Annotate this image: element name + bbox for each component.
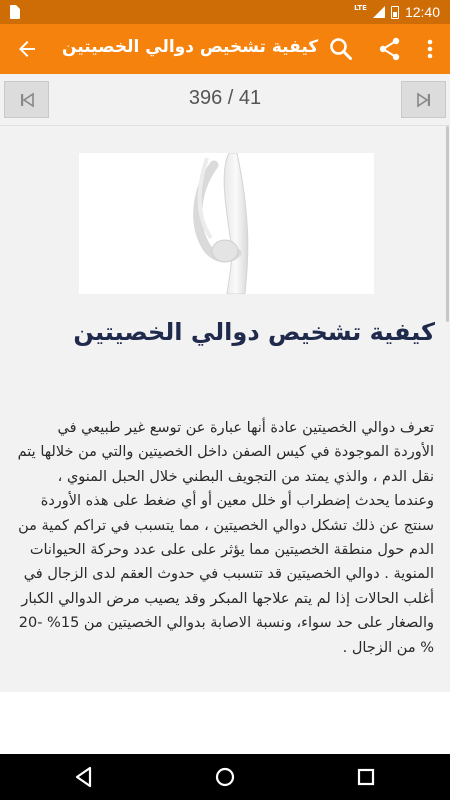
- article-heading: كيفية تشخيص دوالي الخصيتين: [73, 318, 435, 346]
- status-indicators: [354, 0, 440, 24]
- status-time: 12:40: [404, 4, 440, 20]
- blank-area: [0, 692, 450, 754]
- system-nav-bar: [0, 754, 450, 800]
- skip-next-icon: [415, 91, 433, 109]
- app-bar-title: كيفية تشخيص دوالي الخصيتين: [62, 37, 319, 57]
- nav-back-icon[interactable]: [71, 764, 97, 790]
- next-button[interactable]: [401, 81, 446, 118]
- status-bar: [0, 0, 450, 24]
- scrollbar[interactable]: [446, 126, 449, 322]
- search-icon[interactable]: [328, 36, 354, 62]
- more-vert-icon[interactable]: [418, 36, 442, 62]
- article-content[interactable]: [0, 126, 450, 692]
- battery-icon: [391, 6, 399, 19]
- article-body: تعرف دوالي الخصيتين عادة أنها عبارة عن توسع غير طبيعي في الأوردة الموجودة في كيس الصفن داخل الخصيتين والتي من خلالها يتم نقل الدم ، والذي يمتد من التجويف البطني خلال الحبل المنوي ، وعندما يحدث إضطراب أو خلل معين أو أي ضغط على هذه الأوردة سنتج عن ذلك تشكل دوالي الخصيتين ، مما يتسبب في تراكم كمية من الدم حول منطقة الخصيتين مما يؤثر على على عدد وحركة الحيوانات المنوية . دوالي الخصيتين قد تتسبب في حدوث العقم لدى الزجال في أغلب الحالات إذا لم يتم علاجها المبكر وقد يصيب مرض الدوالي الكبار والصغار على حد سواء، ونسبة الاصابة بدوالي الخصيتين من 15% -20 % من الزجال .: [17, 420, 434, 656]
- article-image: [79, 153, 374, 294]
- page-counter: 396 / 41: [188, 87, 262, 109]
- share-icon[interactable]: [377, 36, 403, 62]
- back-arrow-icon[interactable]: [14, 36, 40, 62]
- signal-icon: [373, 6, 385, 18]
- app-bar: [0, 24, 450, 74]
- sd-card-icon: [10, 5, 20, 19]
- network-type-label: LTE: [354, 4, 367, 12]
- nav-recents-icon[interactable]: [353, 764, 379, 790]
- nav-home-icon[interactable]: [212, 764, 238, 790]
- pager-bar: [0, 74, 450, 126]
